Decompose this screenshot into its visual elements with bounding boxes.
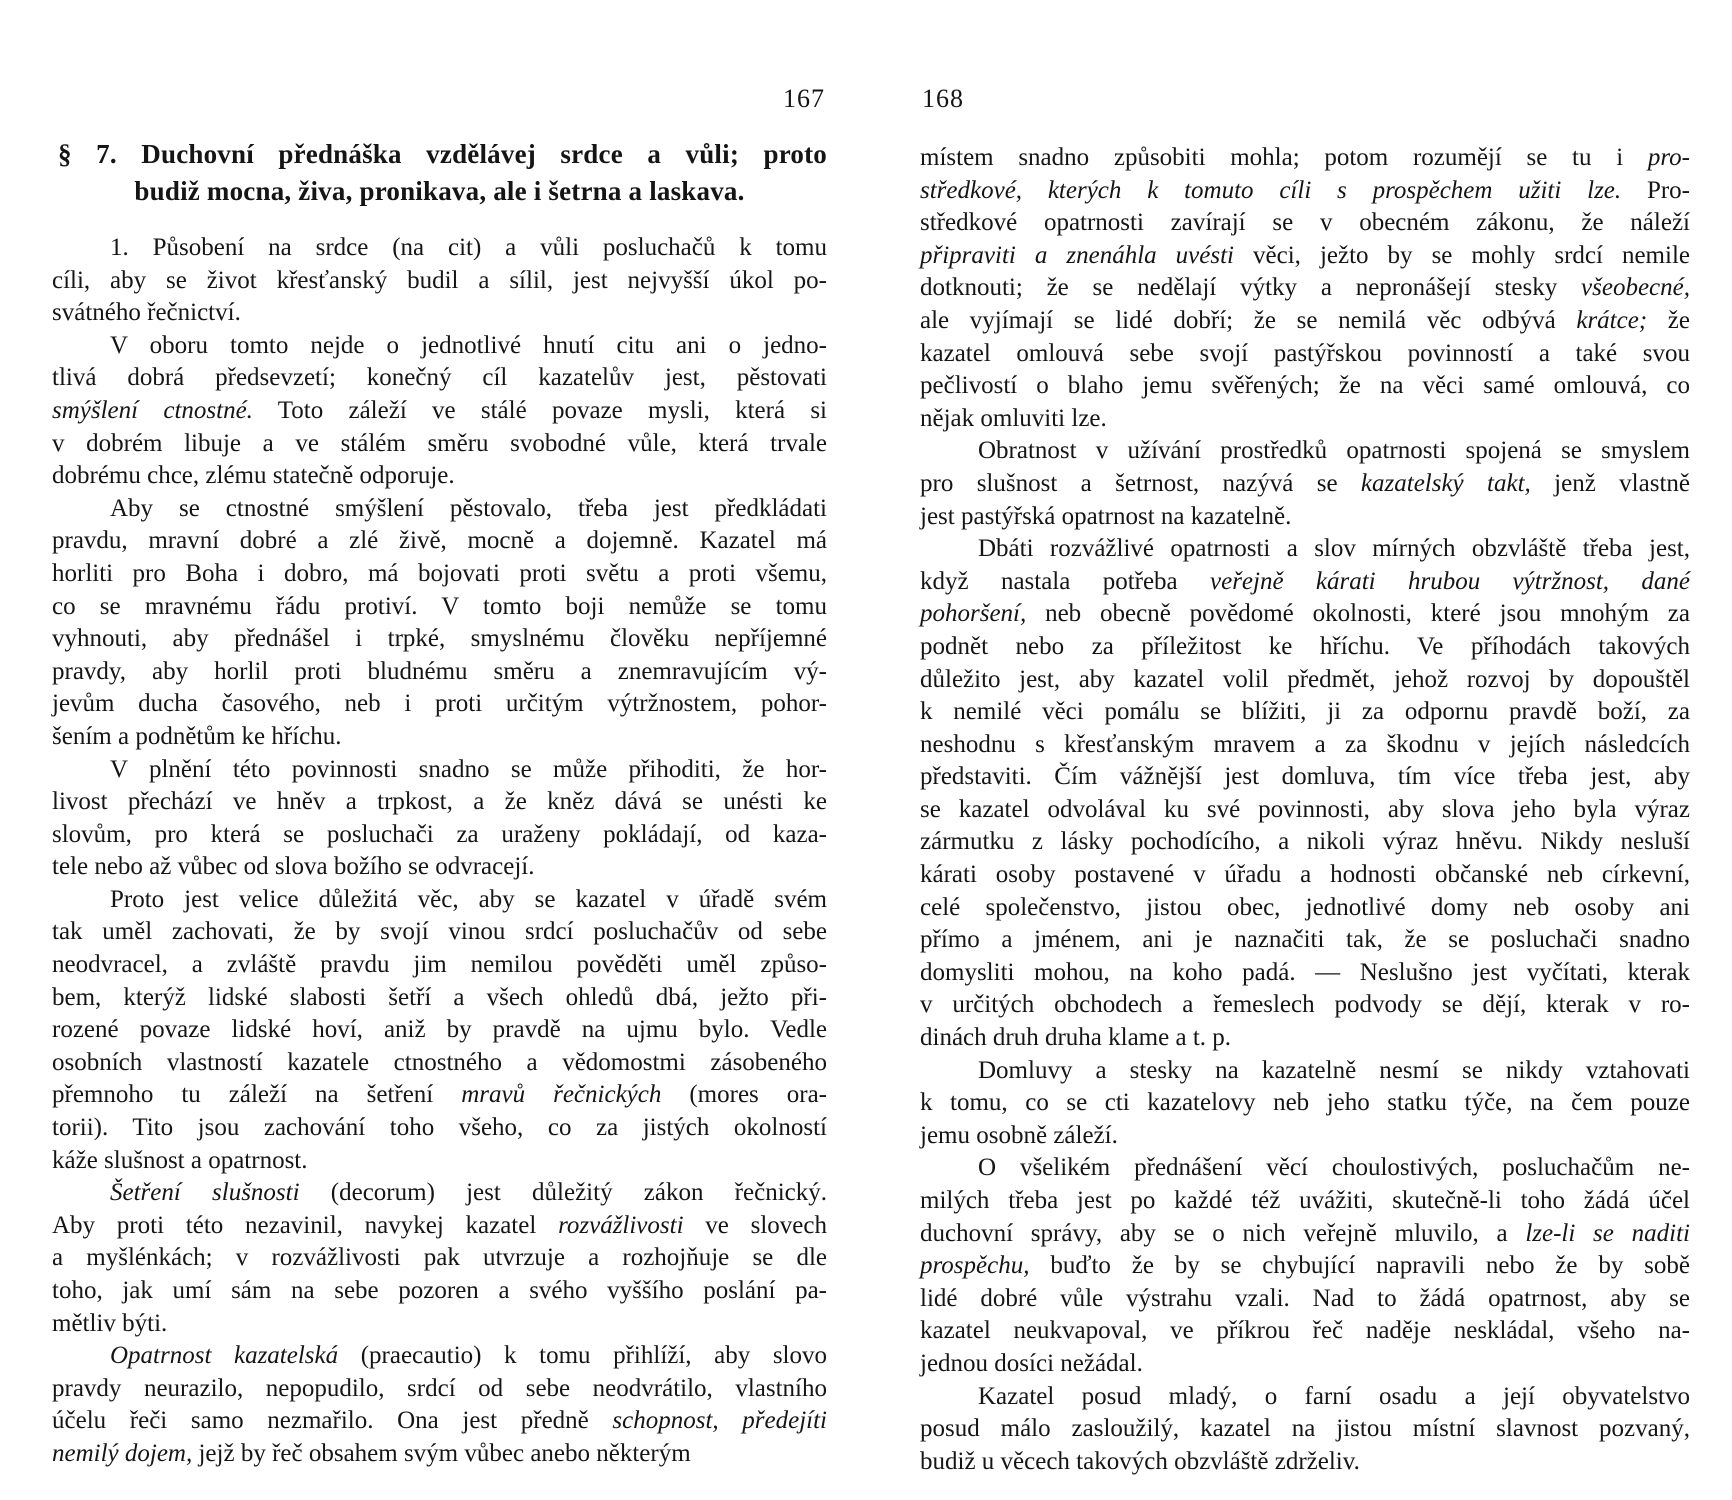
paragraph [920,142,1690,435]
text-line [52,1405,827,1438]
text-line [920,826,1690,859]
text-line [52,1340,827,1373]
text-run: rozené povaze lidské hoví, aniž by pravdě na ujmu bylo. Vedle [52,1016,827,1044]
text-line [52,1047,827,1080]
text-line [52,1308,827,1341]
text-run: jenž vlastně [1530,469,1690,497]
text-run: pravdy neurazilo, nepopudilo, srdcí od sebe neodvrátilo, vlastního [52,1374,827,1402]
text-line [52,297,827,330]
text-run: slovům, pro která se posluchači za uraženy pokládají, od kaza- [52,820,827,848]
text-line [920,1446,1690,1479]
text-line [920,1218,1690,1251]
text-run: dinách druh druha klame a t. p. [920,1024,1232,1052]
text-run: bem, kterýž lidské slabosti šetří a všech ohledů dbá, ježto při- [52,983,827,1011]
text-line [52,754,827,787]
text-run: ale vyjímají se lidé dobří; že se nemilá věc odbývá [920,306,1577,334]
text-line [920,729,1690,762]
paragraph [920,1055,1690,1153]
paragraph [52,330,827,493]
text-run: osobních vlastností kazatele ctnostného a vědomostmi zásobeného [52,1048,827,1076]
text-line [52,916,827,949]
text-run: podnět nebo za příležitost ke hříchu. Ve příhodách takových [920,632,1690,660]
emphasis-text: krátce; [1576,306,1648,334]
left-page-text [52,232,827,1471]
text-line [920,598,1690,631]
text-run: tlivá dobrá předsevzetí; konečný cíl kazatelův jest, pěstovati [52,364,827,392]
emphasis-text: schopnost, předejíti [612,1407,827,1435]
text-run: torii). Tito jsou zachování toho všeho, co za jistých okolností [52,1114,827,1142]
emphasis-text: veřejně kárati hrubou výtržnost, dané [1210,567,1690,595]
text-run: pravdu, mravní dobré a zlé živě, mocně a dojemně. Kazatel má [52,527,827,555]
paragraph [920,533,1690,1055]
emphasis-text: lze-li se naditi [1525,1219,1690,1247]
text-line [920,1348,1690,1381]
text-line [920,1087,1690,1120]
text-run: dobrému chce, zlému statečně odporuje. [52,462,455,490]
text-run: celé společenstvo, jistou obec, jednotlivé domy neb osoby ani [920,893,1690,921]
text-line [52,1438,827,1471]
text-line [52,395,827,428]
text-line [52,1242,827,1275]
text-run: přemnoho tu záleží na šetření [52,1081,462,1109]
text-line [920,403,1690,436]
text-line [920,501,1690,534]
text-run: co se mravnému řádu protiví. V tomto boji nemůže se tomu [52,592,827,620]
text-line [920,338,1690,371]
text-line [52,362,827,395]
text-run: důležito jest, aby kazatel volil předmět, jehož rozvoj by dopouštěl [920,665,1690,693]
text-run: se kazatel odvolával ku své povinnosti, aby slova jeho byla výraz [920,795,1690,823]
text-line [52,428,827,461]
text-run: (decorum) jest důležitý zákon řečnický. [299,1179,827,1207]
text-run: Proto jest velice důležitá věc, aby se kazatel v úřadě svém [110,885,827,913]
text-line [52,982,827,1015]
text-run: neodvracel, a zvláště pravdu jim nemilou pověděti uměl způso- [52,951,827,979]
text-line [920,468,1690,501]
text-line [52,265,827,298]
text-run: dotknouti; že se nedělají výtky a nepronášejí stesky [920,274,1582,302]
page-number: 167 [783,84,825,113]
text-line [920,1413,1690,1446]
text-line [920,989,1690,1022]
text-run: k nemilé věci pomálu se blížiti, ji za odpornu pravdě boží, za [920,698,1690,726]
text-run: věci, ježto by se mohly srdcí nemile [1234,241,1690,269]
text-run: svátného řečnictví. [52,299,241,327]
text-line [920,1315,1690,1348]
text-run: kárati osoby postavené v úřadu a hodnosti občanské neb církevní, [920,861,1690,889]
text-run: představiti. Čím vážnější jest domluva, tím více třeba jest, aby [920,763,1690,791]
text-line [920,566,1690,599]
paragraph [52,493,827,754]
text-line [52,1112,827,1145]
text-run: když nastala potřeba [920,567,1210,595]
text-line [52,1145,827,1178]
text-run: Obratnost v užívání prostředků opatrnosti spojená se smyslem [978,437,1690,465]
paragraph [52,232,827,330]
text-run: lidé dobré vůle výstrahu vzali. Nad to žádá opatrnost, aby se [920,1284,1690,1312]
text-run: budiž u věcech takových obzvláště zdrželiv. [920,1447,1360,1475]
text-line [920,1120,1690,1153]
emphasis-text: pohoršení, [920,600,1027,628]
text-run: ve slovech [683,1211,827,1239]
emphasis-text: prospěchu, [920,1252,1030,1280]
paragraph [920,1152,1690,1380]
section-heading [52,136,827,210]
text-line [52,1275,827,1308]
emphasis-text: rozvážlivosti [558,1211,684,1239]
text-run: toho, jak umí sám na sebe pozoren a svého vyššího poslání pa- [52,1277,827,1304]
text-run: (praecautio) k tomu přihlíží, aby slovo [338,1342,827,1370]
text-run: V oboru tomto nejde o jednotlivé hnutí citu ani o jedno- [110,331,827,359]
text-line [920,207,1690,240]
text-line [52,688,827,721]
text-line [52,656,827,689]
text-line [52,1373,827,1406]
text-run: O všelikém přednášení věcí choulostivých, posluchačům ne- [978,1154,1690,1182]
text-line [52,721,827,754]
text-line [920,1381,1690,1414]
text-run: Domluvy a stesky na kazatelně nesmí se nikdy vztahovati [978,1056,1690,1084]
text-run: jest pastýřská opatrnost na kazatelně. [920,502,1292,530]
text-line [52,949,827,982]
text-line [920,1185,1690,1218]
text-run: vyhnouti, aby přednášel i trpké, smyslnému člověku nepříjemné [52,625,827,653]
text-run: v dobrém libuje a ve stálém směru svobodné vůle, která trvale [52,429,827,457]
text-line [920,533,1690,566]
text-line [52,623,827,656]
text-line [52,525,827,558]
text-line [52,591,827,624]
emphasis-text: Opatrnost kazatelská [110,1342,339,1370]
text-run: kazatel neukvapoval, ve příkrou řeč naděje neskládal, všeho na- [920,1317,1690,1345]
text-run: cíli, aby se život křesťanský budil a sílil, jest nejvyšší úkol po- [52,266,827,294]
text-line [920,924,1690,957]
text-line [52,1177,827,1210]
text-line [920,1022,1690,1055]
text-run: neb obecně povědomé okolnosti, které jsou mnohým za [1026,600,1690,628]
text-run: buďto že by se chybující napravili nebo že by sobě [1029,1252,1690,1280]
text-line [920,240,1690,273]
text-run: 1. Působení na srdce (na cit) a vůli posluchačů k tomu [110,234,827,261]
text-run: neshodnu s křesťanským mravem a za škodnu v jejích následcích [920,730,1690,758]
page-number: 168 [922,84,964,113]
text-run: k tomu, co se cti kazatelovy neb jeho statku týče, na čem pouze [920,1089,1690,1117]
emphasis-text: smýšlení ctnostné. [52,396,253,424]
text-line [52,884,827,917]
text-line [920,794,1690,827]
text-line [920,370,1690,403]
emphasis-text: kazatelský takt, [1360,469,1531,497]
text-run: káže slušnost a opatrnost. [52,1146,308,1174]
text-run: tak uměl zachovati, že by svojí vinou srdcí posluchačův od sebe [52,918,827,946]
text-line [920,892,1690,925]
text-run: jevům ducha časového, neb i proti určitým výtržnostem, pohor- [52,690,827,718]
section-heading-line: budiž mocna, živa, pronikava, ale i šetrna a laskava. [134,176,745,206]
text-line [920,272,1690,305]
text-run: livost přechází ve hněv a trpkost, a že kněz dává se unésti ke [52,788,827,816]
text-run: duchovní správy, aby se o nich veřejně mluvilo, a [920,1219,1526,1247]
text-line [52,460,827,493]
text-line [920,1250,1690,1283]
emphasis-text: všeobecné, [1581,274,1690,302]
text-run: pečlivostí o blaho jemu svěřených; že na věci samé omlouvá, co [920,372,1690,400]
text-line [52,330,827,363]
text-line [920,1055,1690,1088]
paragraph [920,435,1690,533]
text-line [52,1014,827,1047]
paragraph [52,1340,827,1470]
text-line [920,761,1690,794]
text-line [52,1079,827,1112]
text-line [920,1283,1690,1316]
text-run: a myšlénkách; v rozvážlivosti pak utvrzuje a rozhojňuje se dle [52,1244,827,1272]
text-line [920,142,1690,175]
text-line [52,786,827,819]
text-run: účelu řeči samo nezmařilo. Ona jest předně [52,1407,613,1435]
text-run: pro slušnost a šetrnost, nazývá se [920,469,1361,497]
text-run: středkové opatrnosti zavírají se v obecném zákonu, že náleží [920,209,1690,237]
emphasis-text: nemilý dojem, [52,1439,193,1467]
emphasis-text: pro- [1647,144,1690,171]
paragraph [52,1177,827,1340]
text-line [920,305,1690,338]
text-run: místem snadno způsobiti mohla; potom rozumějí se tu i [920,144,1648,171]
text-run: že [1647,306,1690,334]
text-run: Dbáti rozvážlivé opatrnosti a slov mírných obzvláště třeba jest, [978,535,1690,563]
text-run: milých třeba jest po každé též uvážiti, skutečně-li toho žádá účel [920,1187,1690,1214]
paragraph [52,884,827,1177]
text-line [920,859,1690,892]
text-run: horliti pro Boha i dobro, má bojovati proti světu a proti všemu, [52,559,827,587]
text-run: posud málo zasloužilý, kazatel na jistou místní slavnost pozvaný, [920,1415,1690,1443]
text-run: v určitých obchodech a řemeslech podvody se dějí, kterak v ro- [920,991,1690,1019]
text-run: pravdy, aby horlil proti bludnému směru a znemravujícím vý- [52,657,827,685]
text-run: jednou dosíci nežádal. [920,1349,1143,1377]
text-line [920,1152,1690,1185]
text-line [920,175,1690,208]
text-run: nějak omluviti lze. [920,404,1107,432]
emphasis-text: Šetření slušnosti [110,1179,300,1207]
paragraph [920,1381,1690,1479]
text-line [920,631,1690,664]
text-run: Aby se ctnostné smýšlení pěstovalo, třeba jest předkládati [110,494,827,522]
text-run: Aby proti této nezavinil, navykej kazatel [52,1211,559,1239]
text-run: Kazatel posud mladý, o farní osadu a její obyvatelstvo [978,1382,1690,1410]
text-run: tele nebo až vůbec od slova božího se odvracejí. [52,853,535,881]
text-run: kazatel omlouvá sebe svojí pastýřskou povinností a také svou [920,339,1690,367]
text-run: Pro- [1621,176,1690,204]
text-run: mětliv býti. [52,1309,168,1337]
text-line [52,232,827,265]
text-line [52,1210,827,1243]
text-run: zármutku z lásky pochodícího, a nikoli výraz hněvu. Nikdy nesluší [920,828,1690,856]
text-line [920,435,1690,468]
text-run: jemu osobně záleží. [920,1121,1118,1149]
text-run: domysliti mohou, na koho padá. — Neslušno jest vyčítati, kterak [920,958,1690,986]
text-line [52,493,827,526]
text-line [52,558,827,591]
right-page [920,0,1690,1500]
text-line [920,696,1690,729]
text-run: jejž by řeč obsahem svým vůbec anebo některým [192,1439,691,1467]
text-run: šením a podnětům ke hříchu. [52,722,342,750]
emphasis-text: středkové, kterých k tomuto cíli s prospěchem užiti lze. [920,176,1622,204]
paragraph [52,754,827,884]
text-line [920,664,1690,697]
emphasis-text: připraviti a znenáhla uvésti [920,241,1234,269]
right-page-text [920,142,1690,1478]
text-run: V plnění této povinnosti snadno se může přihoditi, že hor- [110,755,827,783]
section-heading-line: § 7. Duchovní přednáška vzdělávej srdce a vůli; proto [58,139,827,169]
text-line [52,819,827,852]
text-run: přímo a jménem, ani je naznačiti tak, že se posluchači snadno [920,926,1690,954]
left-page [52,0,827,1500]
text-run: Toto záleží ve stálé povaze mysli, která si [252,396,827,424]
emphasis-text: mravů řečnických [461,1081,662,1109]
text-run: (mores ora- [661,1081,828,1109]
text-line [52,851,827,884]
text-line [920,957,1690,990]
